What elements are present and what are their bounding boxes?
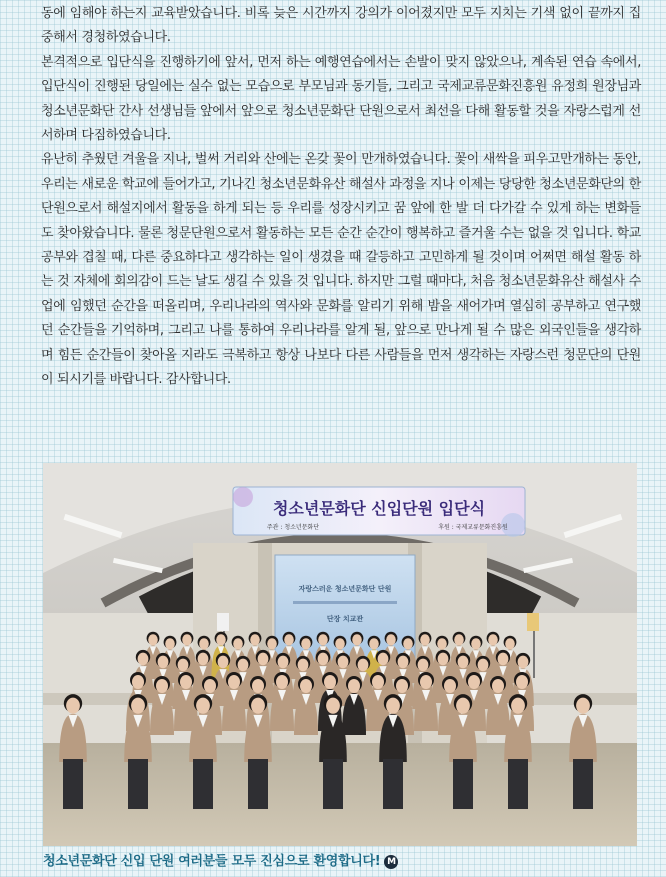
banner-sponsor: 후원 : 국제교류문화진흥원 [438, 524, 508, 531]
attendee-legs [193, 759, 213, 809]
attendee-legs [453, 759, 473, 809]
attendee-legs [383, 759, 403, 809]
ceremony-group-photo [43, 463, 637, 846]
banner-title: 청소년문화단 신입단원 입단식 [272, 499, 486, 518]
attendee-legs [573, 759, 593, 809]
attendee-legs [323, 759, 343, 809]
article-paragraph: 유난히 추웠던 겨울을 지나, 벌써 거리와 산에는 온갖 꽃이 만개하였습니다. 꽃이 새싹을 피우고만개하는 동안, 우리는 새로운 학교에 들어가고, 기나긴 청소년문화유산 해설사 과정을 지나 이제는 당당한 청소년문화단의 한 단원으로서 해설지에서 활동을 하게 되는 등 우리를 성장시키고 꿈 앞에 한 발 더 다가갈 수 있게 하는 변화들도 찾아왔습니다. 물론 청문단원으로서 활동하는 모든 순간 순간이 행복하고 즐거울 수는 없을 것 입니다. 학교 공부와 겹칠 때, 다른 중요하다고 생각하는 일이 생겼을 때 갈등하고 고민하게 될 것이며 어쩌면 해설 활동 하는 것 자체에 회의감이 드는 날도 생길 수 있을 것 입니다. 하지만 그럴 때마다, 처음 청소년문화유산 해설사 수업에 임했던 순간을 떠올리며, 우리나라의 역사와 문화를 알리기 위해 밤을 새어가며 열심히 공부하고 연구했던 순간들을 기억하며, 그리고 나를 통하여 우리나라를 알게 될, 앞으로 만나게 될 수 많은 외국인들을 생각하며 힘든 순간들이 찾아올 지라도 극복하고 항상 나보다 다른 사람들을 먼저 생각하는 자랑스런 청문단의 단원이 되시기를 바랍니다. 감사합니다. [41, 152, 641, 388]
article-paragraph: 본격적으로 입단식을 진행하기에 앞서, 먼저 하는 예행연습에서는 손발이 맞지 않았으나, 계속된 연습 속에서, 입단식이 진행된 당일에는 실수 없는 모습으로 부모님과 동기들, 그리고 국제교류문화진흥원 유정희 원장님과 청소년문화단 간사 선생님들 앞에서 앞으로 청소년문화단 단원으로서 최선을 다해 활동할 것을 자랑스럽게 선서하며 다짐하였습니다. [41, 54, 641, 144]
article-body [41, 2, 641, 393]
screen-line: 단장 치교관 [326, 615, 364, 623]
magazine-mark-icon: M [384, 855, 398, 869]
article-paragraph: 동에 임해야 하는지 교육받았습니다. 비록 늦은 시간까지 강의가 이어졌지만 모두 지치는 기색 없이 끝까지 집중해서 경청하였습니다. [41, 6, 641, 46]
photo-caption [43, 850, 398, 869]
caption-text: 청소년문화단 신입 단원 여러분들 모두 진심으로 환영합니다! [43, 854, 381, 869]
attendee-legs [248, 759, 268, 809]
screen-line: 자랑스러운 청소년문화단 단원 [298, 585, 392, 593]
attendee-legs [128, 759, 148, 809]
attendee-legs [508, 759, 528, 809]
banner-host: 주관 : 청소년문화단 [266, 524, 320, 531]
attendee-legs [63, 759, 83, 809]
